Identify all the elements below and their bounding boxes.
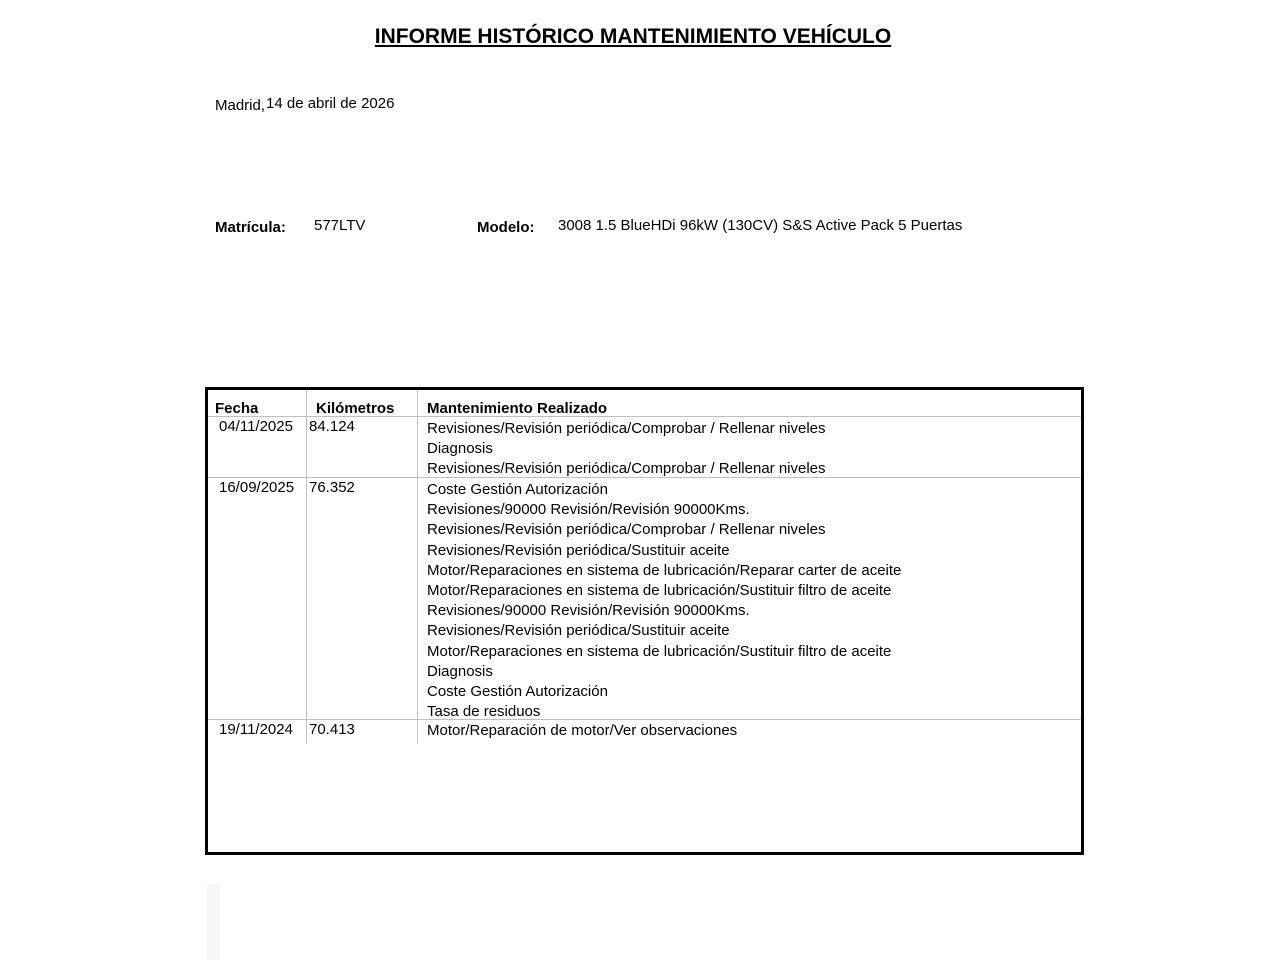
model-label: Modelo: xyxy=(477,219,535,236)
task-item: Coste Gestión Autorización xyxy=(427,682,608,700)
model-value: 3008 1.5 BlueHDi 96kW (130CV) S&S Active Pack 5 Puertas xyxy=(558,217,963,234)
header-km: Kilómetros xyxy=(316,400,395,417)
header-work: Mantenimiento Realizado xyxy=(427,400,608,417)
task-item: Revisiones/Revisión periódica/Comprobar / Rellenar niveles xyxy=(427,521,826,539)
task-item: Revisiones/Revisión periódica/Sustituir aceite xyxy=(427,622,730,640)
task-item: Coste Gestión Autorización xyxy=(427,481,608,498)
report-date: 14 de abril de 2026 xyxy=(266,95,395,112)
row-2-date: 16/09/2025 xyxy=(219,479,295,496)
plate-label: Matrícula: xyxy=(215,219,286,236)
row-3-date: 19/11/2024 xyxy=(219,721,293,738)
report-place: Madrid, xyxy=(215,97,266,114)
row-1-date: 04/11/2025 xyxy=(219,418,293,435)
column-divider xyxy=(417,390,418,744)
task-item: Revisiones/Revisión periódica/Sustituir aceite xyxy=(427,541,730,559)
row-1-km: 84.124 xyxy=(309,418,355,435)
column-divider xyxy=(306,390,307,744)
report-title: INFORME HISTÓRICO MANTENIMIENTO VEHÍCULO xyxy=(374,25,892,48)
row-1-tasks xyxy=(427,419,826,480)
task-item: Motor/Reparaciones en sistema de lubricación/Reparar carter de aceite xyxy=(427,561,902,579)
task-item: Diagnosis xyxy=(427,662,493,680)
task-item: Motor/Reparación de motor/Ver observaciones xyxy=(427,722,738,739)
row-3-km: 70.413 xyxy=(309,721,355,738)
task-item: Revisiones/Revisión periódica/Comprobar / Rellenar niveles xyxy=(427,420,826,437)
task-item: Motor/Reparaciones en sistema de lubricación/Sustituir filtro de aceite xyxy=(427,642,892,660)
scan-artifact xyxy=(206,884,220,960)
row-2-km: 76.352 xyxy=(309,479,355,496)
task-item: Tasa de residuos xyxy=(427,703,541,721)
row-3-tasks xyxy=(427,721,737,741)
task-item: Revisiones/90000 Revisión/Revisión 90000Kms. xyxy=(427,501,750,519)
task-item: Revisiones/Revisión periódica/Comprobar / Rellenar niveles xyxy=(427,460,826,478)
task-item: Revisiones/90000 Revisión/Revisión 90000Kms. xyxy=(427,602,750,620)
plate-value: 577LTV xyxy=(314,217,366,234)
maintenance-table xyxy=(205,387,1084,855)
row-2-tasks xyxy=(427,480,901,722)
header-date: Fecha xyxy=(215,400,259,417)
task-item: Diagnosis xyxy=(427,440,493,458)
task-item: Motor/Reparaciones en sistema de lubricación/Sustituir filtro de aceite xyxy=(427,581,892,599)
